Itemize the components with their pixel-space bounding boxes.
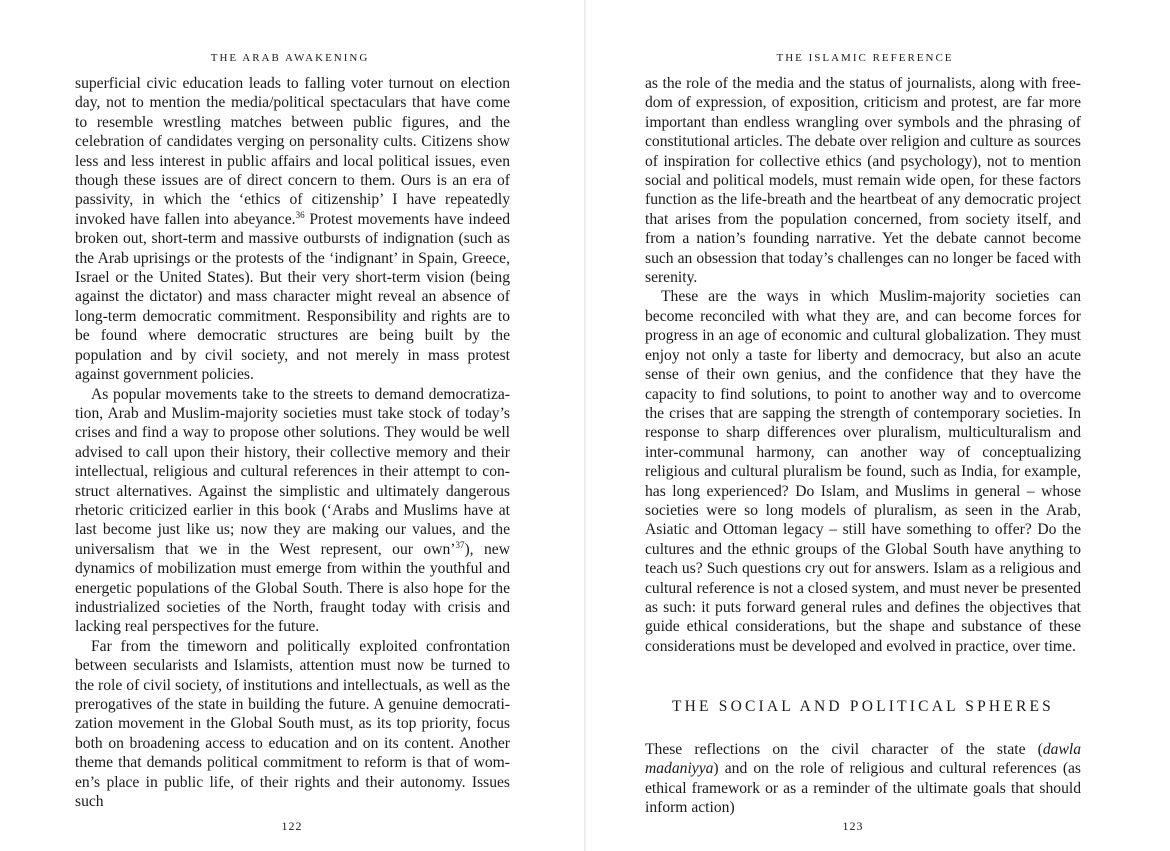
paragraph-text: As popular movements take to the streets to demand democratization, Arab and Muslim-majority societies must take stock of today’s crises and find a way to propose other solutions. They would be well advised to call upon their history, their collective memory and their intellectual, religious and cultural references in their attempt to construct alternatives. Against the simplistic and ultimately dangerous rhetoric criticized earlier in this book (‘Arabs and Muslims have at last become just like us; now they are making our values, and the universalism that we in the West represent, our own’ [75, 385, 510, 558]
footnote-marker: 36 [295, 209, 305, 220]
paragraph [75, 637, 510, 812]
running-head-right: THE ISLAMIC REFERENCE [776, 52, 954, 64]
right-page-body [645, 74, 1081, 656]
left-page-body [75, 74, 510, 811]
italic-term: dawla madaniyya [645, 741, 1081, 778]
paragraph [645, 740, 1081, 818]
paragraph [75, 74, 510, 385]
paragraph-text: as the role of the media and the status of journalists, along with freedom of expression, of exposition, criticism and protest, are far more important than endless wrangling over symbols and the phrasing of constitutional articles. The debate over religion and culture as sources of inspiration for collective ethics (and psychology), not to mention social and political models, must remain wide open, for these factors function as the life-breath and the heartbeat of any democratic project that arises from the population concerned, from society itself, and from a nation’s founding narrative. Yet the debate cannot become such an obsession that today’s challenges can no longer be faced with serenity. [645, 75, 1081, 287]
paragraph [645, 287, 1081, 656]
paragraph [645, 74, 1081, 287]
paragraph-text: Protest movements have indeed broken out, short-term and massive outbursts of indignation (such as the Arab uprisings or the protests of the ‘indignant’ in Spain, Greece, Israel or the United States). But their very short-term vision (being against the dictator) and mass character might reveal an absence of long-term democratic commitment. Responsibility and rights are to be found where democratic structures are being built by the population and by civil society, and not merely in mass protest against government policies. [75, 210, 511, 384]
paragraph-text: ) and on the role of religious and cultural references (as ethical framework or as a reminder of the ultimate goals that should inform action) [645, 760, 1081, 817]
paragraph-text: These are the ways in which Muslim-majority societies can become reconciled with what they are, and can become forces for progress in an age of economic and cultural globalization. They must enjoy not only a taste for liberty and democracy, but also an acute sense of their own genius, and the confidence that they have the capacity to find solutions, to point to another way and to overcome the crises that are sapping the strength of contemporary societies. In response to sharp differences over pluralism, multiculturalism and inter-communal harmony, can another way of conceptualizing religious and cultural pluralism be found, such as India, for example, has long experienced? Do Islam, and Muslims in general – whose societies were so long models of pluralism, as seen in the Arab, Asiatic and Ottoman legacy – still have something to offer? Do the cultures and the ethnic groups of the Global South have anything to teach us? Such questions cry out for answers. Islam as a religious and cultural reference is not a closed system, and must never be presented as such: it puts forward general rules and defines the objectives that guide ethical considerations, but the shape and substance of these considerations must be developed and evolved in practice, over time. [645, 288, 1081, 655]
section-heading: THE SOCIAL AND POLITICAL SPHERES [672, 698, 1054, 715]
paragraph-text: Far from the timeworn and politically exploited confrontation between secularists and Islamists, attention must now be turned to the role of civil society, of institutions and intellectuals, as well as the prerogatives of the state in building the future. A genuine democratization movement in the Global South must, as its top priority, focus both on broadening access to education and on its content. Another theme that demands political commitment to reform is that of women’s place in public life, of their rights and their autonomy. Issues such [75, 637, 510, 811]
running-head-left: THE ARAB AWAKENING [210, 52, 370, 64]
section-body [645, 740, 1081, 818]
paragraph-text: superficial civic education leads to falling voter turnout on election day, not to mention the media/political spectaculars that have come to resemble wrestling matches between public figures, and the celebration of candidates verging on personality cults. Citizens show less and less interest in public affairs and local political issues, even though these issues are of direct concern to them. Ours is an era of passivity, in which the ‘ethics of citizenship’ I have repeatedly invoked have fallen into abeyance. [75, 75, 510, 228]
right-page [585, 0, 1170, 851]
paragraph [75, 385, 510, 637]
paragraph-text: ), new dynamics of mobilization must emerge from within the youthful and energetic populations of the Global South. There is also hope for the industrialized societies of the North, fraught today with crisis and lacking real perspectives for the future. [75, 540, 510, 636]
footnote-marker: 37 [455, 539, 465, 550]
page-number-right: 123 [842, 819, 864, 833]
paragraph-text: These reflections on the civil character of the state ( [645, 741, 1043, 758]
page-number-left: 122 [281, 819, 303, 833]
